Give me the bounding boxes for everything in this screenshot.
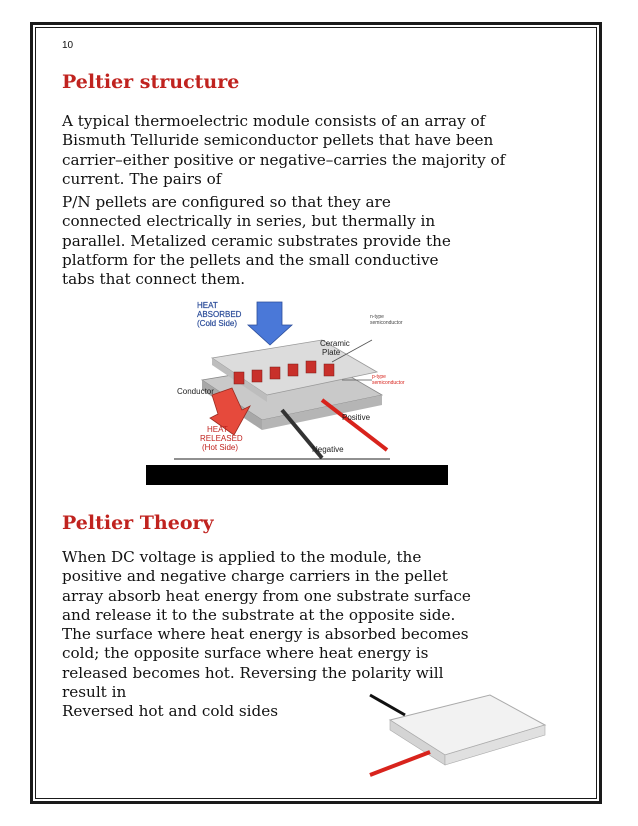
text-line: A typical thermoelectric module consists of an array of bbox=[62, 112, 486, 130]
hot-side-label: (Hot Side) bbox=[202, 443, 239, 452]
plate-label: Plate bbox=[322, 348, 341, 357]
text-line: parallel. Metalized ceramic substrates provide the bbox=[62, 231, 451, 250]
positive-label: Positive bbox=[342, 413, 371, 422]
peltier-module-diagram bbox=[172, 300, 405, 460]
text-line: Reversed hot and cold sides bbox=[62, 702, 279, 721]
text-line: current. The pairs of bbox=[62, 169, 222, 188]
text-line: result in bbox=[62, 683, 127, 702]
text-line: released becomes hot. Reversing the polarity will bbox=[62, 663, 444, 682]
text-line: Bismuth Telluride semiconductor pellets that have been bbox=[62, 131, 494, 150]
heat-absorbed-label: HEAT bbox=[197, 301, 218, 310]
heat-absorbed-label-2: ABSORBED bbox=[197, 310, 242, 319]
section-title-structure: Peltier structure bbox=[62, 71, 240, 93]
section-title-theory: Peltier Theory bbox=[62, 512, 214, 534]
text-line: and release it to the substrate at the opposite side. bbox=[62, 605, 456, 624]
text-line: When DC voltage is applied to the module, the bbox=[62, 548, 422, 566]
text-line: positive and negative charge carriers in the pellet bbox=[62, 567, 448, 586]
page-number: 10 bbox=[62, 40, 74, 51]
ptype-semiconductor-label: semiconductor bbox=[372, 380, 405, 386]
text-line: tabs that connect them. bbox=[62, 270, 246, 289]
ntype-semiconductor-label: semiconductor bbox=[370, 320, 403, 326]
text-line: connected electrically in series, but thermally in bbox=[62, 212, 436, 231]
cold-side-label: (Cold Side) bbox=[197, 319, 238, 328]
ntype-label: n-type bbox=[370, 314, 384, 320]
ceramic-label: Ceramic bbox=[320, 339, 350, 348]
text-line: array absorb heat energy from one substrate surface bbox=[62, 586, 471, 605]
negative-label: Negative bbox=[312, 445, 344, 454]
text-line: cold; the opposite surface where heat energy is bbox=[62, 644, 429, 663]
text-line: platform for the pellets and the small conductive bbox=[62, 250, 439, 269]
heat-released-label-2: RELEASED bbox=[200, 434, 243, 443]
text-line: carrier–either positive or negative–carries the majority of bbox=[62, 150, 506, 169]
figure-caption-bar bbox=[146, 465, 448, 485]
conductor-label: Conductor bbox=[177, 387, 214, 396]
structure-paragraph-top bbox=[62, 112, 534, 189]
structure-paragraph-bottom bbox=[62, 193, 487, 289]
heat-released-label: HEAT bbox=[207, 425, 228, 434]
text-line: P/N pellets are configured so that they are bbox=[62, 193, 391, 211]
ptype-label: p-type bbox=[372, 374, 386, 380]
peltier-module-photo bbox=[370, 680, 550, 785]
text-line: The surface where heat energy is absorbed becomes bbox=[62, 625, 469, 644]
